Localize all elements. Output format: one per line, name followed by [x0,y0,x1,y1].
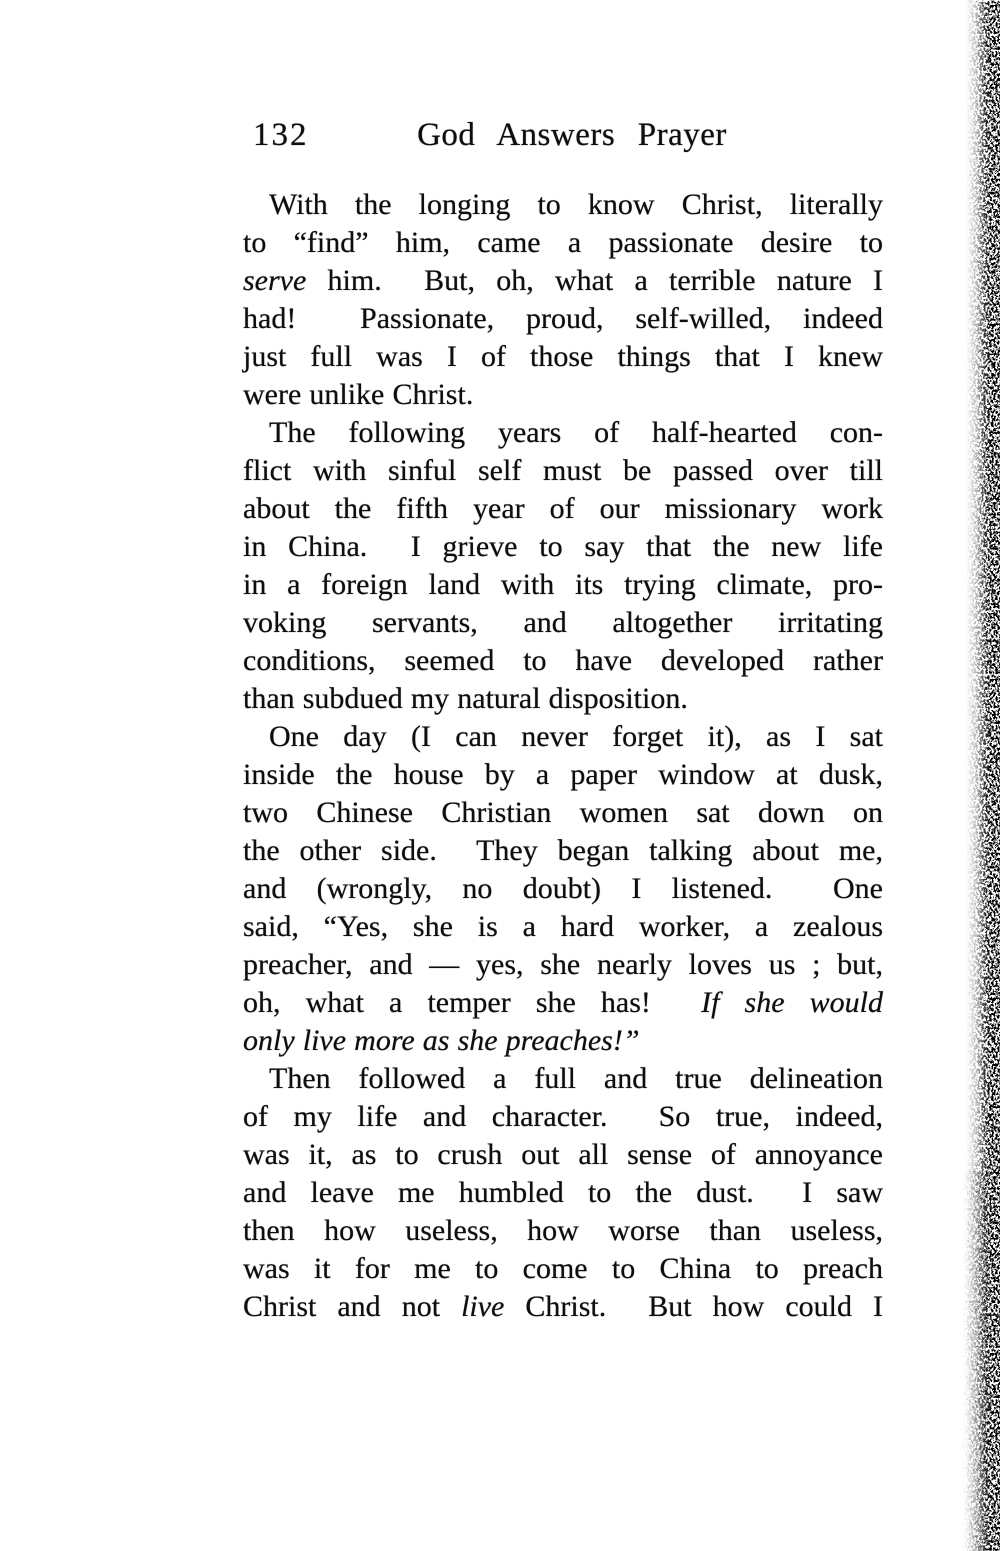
text-segment: to “find” him, came a passionate desire to [243,226,883,259]
text-line [243,1136,883,1174]
text-segment: and leave me humbled to the dust. I saw [243,1176,883,1209]
text-segment: of my life and character. So true, indeed, [243,1100,883,1133]
scan-gutter-shadow-bottom [962,1171,988,1551]
paragraph [243,186,883,414]
text-segment: inside the house by a paper window at dusk, [243,758,883,791]
text-segment: flict with sinful self must be passed over till [243,454,883,487]
text-segment: The following years of half-hearted con- [269,416,883,449]
text-line [243,1212,883,1250]
text-segment: had! Passionate, proud, self-willed, indeed [243,302,883,335]
italic-text: serve [243,264,307,297]
text-segment: and (wrongly, no doubt) I listened. One [243,872,883,905]
text-segment: in a foreign land with its trying climate, pro- [243,568,883,601]
text-line [243,376,883,414]
text-segment: the other side. They began talking about me, [243,834,883,867]
text-line [243,452,883,490]
text-line [243,870,883,908]
text-segment: said, “Yes, she is a hard worker, a zealous [243,910,883,943]
paragraph [243,718,883,1060]
text-line [243,756,883,794]
text-line [243,680,883,718]
page-header [243,112,883,158]
paragraph [243,414,883,718]
text-line [243,1098,883,1136]
text-line [243,908,883,946]
text-line [243,1250,883,1288]
text-segment: just full was I of those things that I knew [243,340,883,373]
text-segment: two Chinese Christian women sat down on [243,796,883,829]
italic-text: live [461,1290,505,1323]
text-line [243,300,883,338]
text-segment: Christ and not [243,1290,462,1323]
text-segment: then how useless, how worse than useless, [243,1214,883,1247]
text-segment: him. But, oh, what a terrible nature I [306,264,883,297]
text-line [243,566,883,604]
text-line [243,718,883,756]
text-line [243,832,883,870]
text-line [243,984,883,1022]
paragraph [243,1060,883,1326]
text-line [243,604,883,642]
running-title: God Answers Prayer [417,117,727,153]
text-line [243,946,883,984]
text-line [243,642,883,680]
text-segment: One day (I can never forget it), as I sat [269,720,883,753]
text-line [243,490,883,528]
italic-text: only live more as she preaches!” [243,1024,640,1057]
text-line [243,338,883,376]
text-line [243,1060,883,1098]
text-line [243,1288,883,1326]
text-segment: was it, as to crush out all sense of annoyance [243,1138,883,1171]
text-line [243,414,883,452]
text-line [243,186,883,224]
page-number: 132 [253,117,309,153]
text-segment: preacher, and — yes, she nearly loves us ; but, [243,948,883,981]
text-segment: about the fifth year of our missionary work [243,492,883,525]
text-segment: was it for me to come to China to preach [243,1252,883,1285]
text-line [243,1174,883,1212]
text-segment: in China. I grieve to say that the new life [243,530,883,563]
text-segment: Christ. But how could I [504,1290,883,1323]
text-line [243,794,883,832]
text-segment: With the longing to know Christ, literally [269,188,883,221]
italic-text: If she would [701,986,883,1019]
text-block [243,186,883,1326]
text-segment: than subdued my natural disposition. [243,682,688,715]
text-segment: oh, what a temper she has! [243,986,702,1019]
text-segment: were unlike Christ. [243,378,474,411]
text-segment: Then followed a full and true delineation [269,1062,883,1095]
text-segment: voking servants, and altogether irritating [243,606,883,639]
text-line [243,224,883,262]
text-line [243,1022,883,1060]
text-segment: conditions, seemed to have developed rather [243,644,883,677]
text-line [243,528,883,566]
text-line [243,262,883,300]
